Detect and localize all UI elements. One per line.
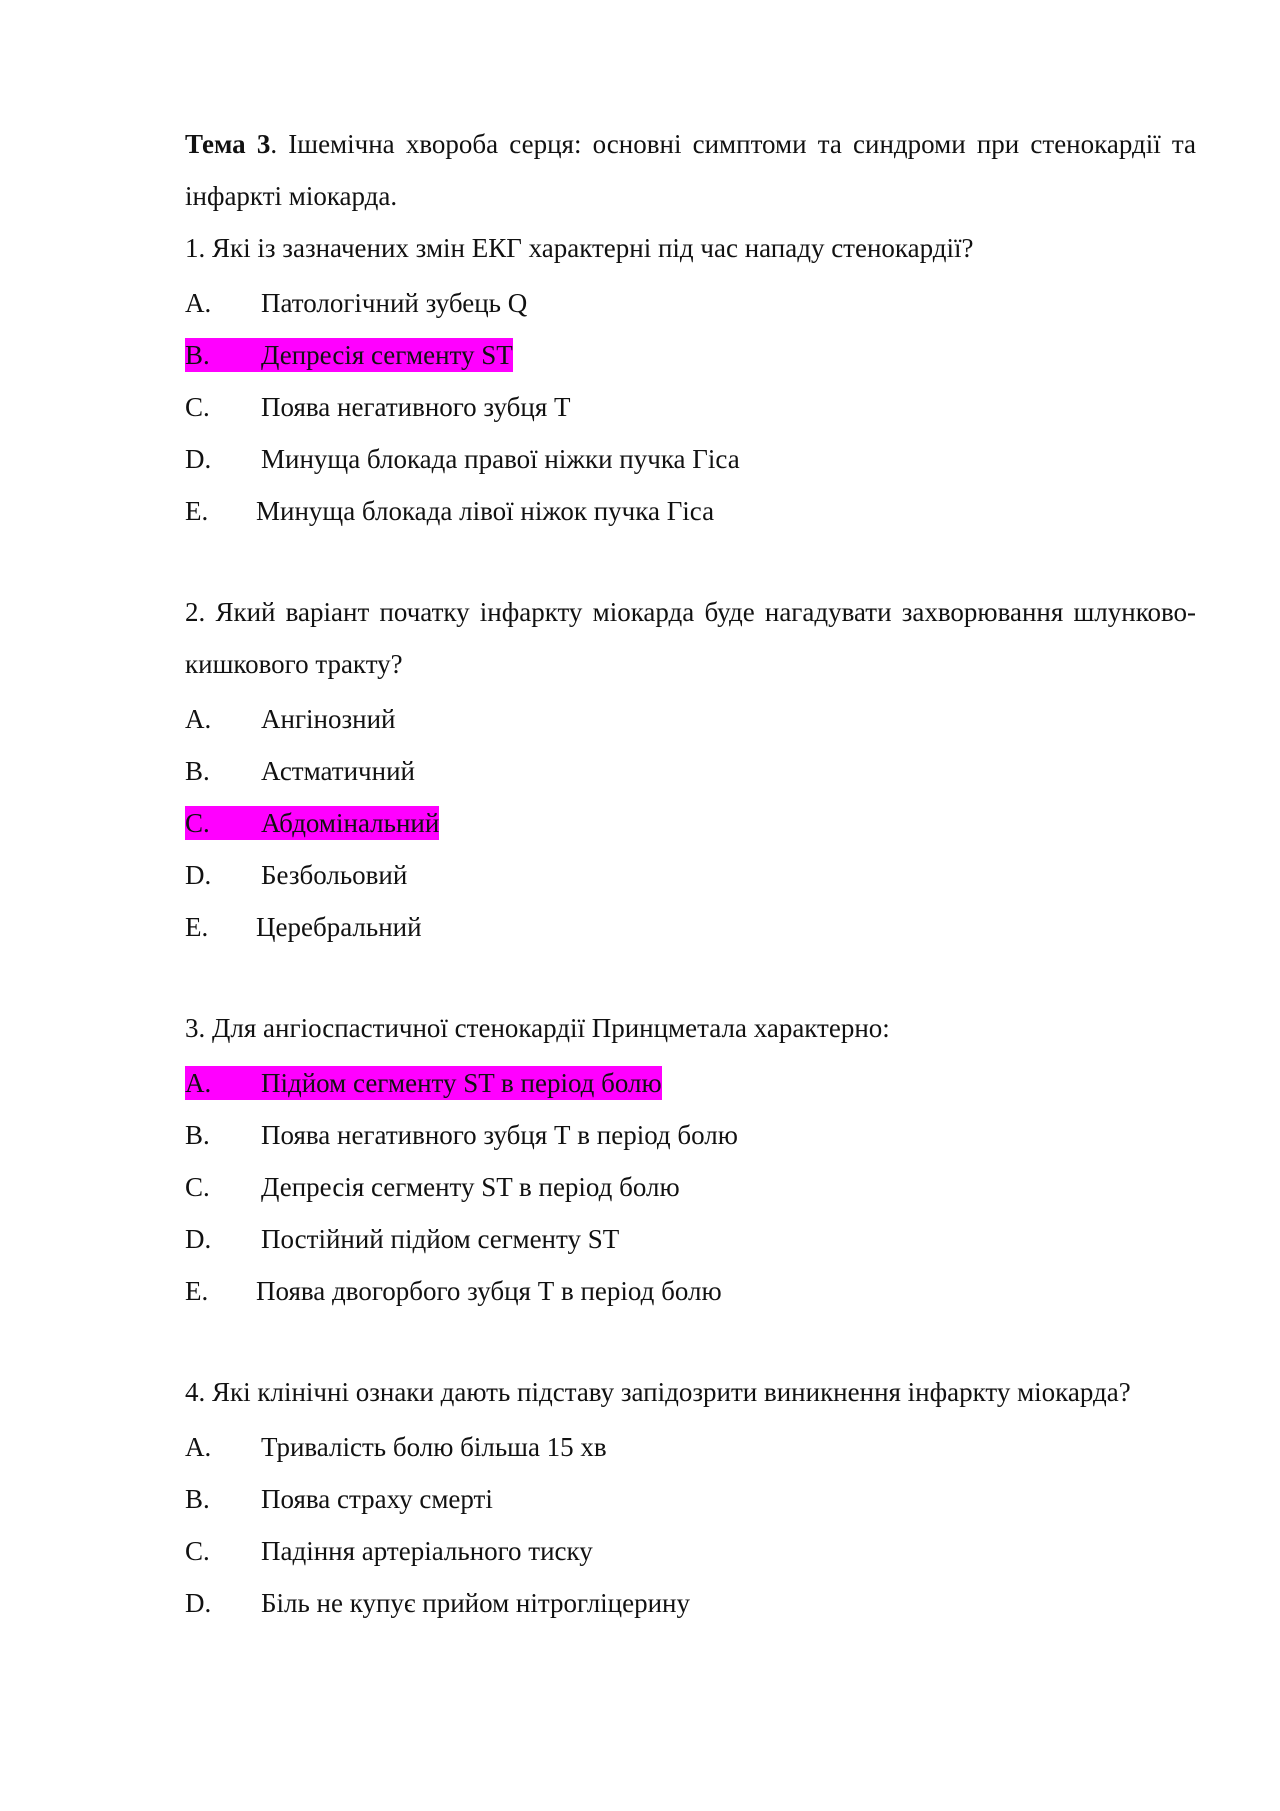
option-letter: A. [185, 287, 212, 318]
option-letter: B. [185, 1119, 210, 1150]
question-text: 1. Які із зазначених змін ЕКГ характерні під час нападу стенокардії? [185, 233, 974, 263]
topic-heading [185, 118, 1196, 222]
correct-answer-highlight [185, 338, 513, 372]
option-letter: C. [185, 391, 210, 422]
option-letter: A. [185, 703, 212, 734]
option-text: Поява двогорбого зубця Т в період болю [256, 1275, 722, 1306]
option-text: Постійний підйом сегменту ST [261, 1223, 620, 1254]
option-text: Патологічний зубець Q [261, 287, 528, 318]
answer-option-b [185, 1470, 1196, 1522]
option-text: Поява негативного зубця Т [261, 391, 571, 422]
option-letter: E. [185, 911, 209, 942]
option-text: Минуща блокада лівої ніжок пучка Гіса [256, 495, 715, 526]
option-text: Церебральний [256, 911, 422, 942]
question-text: 4. Які клінічні ознаки дають підставу запідозрити виникнення інфаркту міокарда? [185, 1377, 1131, 1407]
option-text: Ангінозний [261, 703, 396, 734]
answer-option-e [185, 1262, 1196, 1314]
option-text: Підйом сегменту ST в період болю [261, 1067, 662, 1098]
answer-option-d [185, 1210, 1196, 1262]
document-page [185, 118, 1196, 1678]
answer-option-b [185, 742, 1196, 794]
option-letter: D. [185, 1223, 212, 1254]
option-text: Тривалість болю більша 15 хв [261, 1431, 607, 1462]
answer-option-e [185, 898, 1196, 950]
option-letter: A. [185, 1067, 212, 1098]
answer-option-b-correct [185, 326, 1196, 378]
correct-answer-highlight [185, 806, 439, 840]
answer-option-b [185, 1106, 1196, 1158]
option-letter: C. [185, 807, 210, 838]
option-text: Падіння артеріального тиску [261, 1535, 593, 1566]
option-letter: B. [185, 755, 210, 786]
option-letter: E. [185, 1275, 209, 1306]
option-letter: D. [185, 443, 212, 474]
answer-option-a [185, 1418, 1196, 1470]
option-text: Абдомінальний [261, 807, 440, 838]
answer-option-a [185, 274, 1196, 326]
option-text: Депресія сегменту ST [261, 339, 513, 370]
topic-label: Тема 3 [185, 129, 271, 159]
answer-option-d [185, 430, 1196, 482]
question-block-2 [185, 586, 1196, 950]
option-letter: A. [185, 1431, 212, 1462]
question-block-4 [185, 1366, 1196, 1626]
answer-option-c [185, 1522, 1196, 1574]
option-text: Біль не купує прийом нітрогліцерину [261, 1587, 691, 1618]
answer-option-a-correct [185, 1054, 1196, 1106]
option-letter: D. [185, 1587, 212, 1618]
question-block-3 [185, 1002, 1196, 1314]
option-letter: B. [185, 1483, 210, 1514]
question-block-1 [185, 222, 1196, 534]
question-text: 3. Для ангіоспастичної стенокардії Принцметала характерно: [185, 1013, 890, 1043]
answer-option-a [185, 690, 1196, 742]
option-text: Безбольовий [261, 859, 408, 890]
option-letter: D. [185, 859, 212, 890]
answer-option-c [185, 1158, 1196, 1210]
option-text: Астматичний [261, 755, 415, 786]
answer-option-d [185, 1574, 1196, 1626]
option-letter: E. [185, 495, 209, 526]
option-letter: C. [185, 1171, 210, 1202]
answer-option-c-correct [185, 794, 1196, 846]
topic-text: . Ішемічна хвороба серця: основні симптоми та синдроми при стенокардії та інфаркті міокарда. [185, 129, 1196, 211]
option-letter: C. [185, 1535, 210, 1566]
option-letter: B. [185, 339, 210, 370]
answer-option-c [185, 378, 1196, 430]
option-text: Депресія сегменту ST в період болю [261, 1171, 680, 1202]
option-text: Минуща блокада правої ніжки пучка Гіса [261, 443, 740, 474]
answer-option-e [185, 482, 1196, 534]
answer-option-d [185, 846, 1196, 898]
correct-answer-highlight [185, 1066, 662, 1100]
option-text: Поява страху смерті [261, 1483, 493, 1514]
question-text: 2. Який варіант початку інфаркту міокарда буде нагадувати захворювання шлунково-кишкового тракту? [185, 597, 1196, 679]
option-text: Поява негативного зубця Т в період болю [261, 1119, 738, 1150]
